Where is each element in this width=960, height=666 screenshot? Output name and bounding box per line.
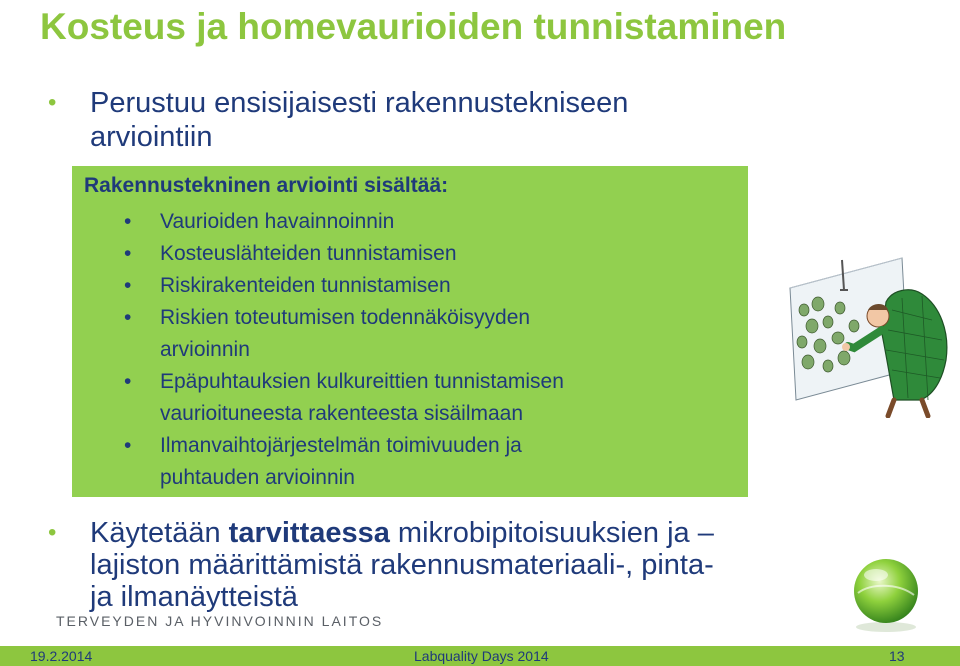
usage-bullet xyxy=(48,517,848,613)
assessment-list xyxy=(124,206,724,494)
list-item xyxy=(124,366,724,430)
assessment-box xyxy=(72,166,748,497)
bullet-dot: • xyxy=(48,89,57,116)
intro-line-1: Perustuu ensisijaisesti rakennustekniseen xyxy=(90,87,629,119)
list-item-text: arvioinnin xyxy=(160,338,250,361)
list-item-text: Riskien toteutumisen todennäköisyyden xyxy=(160,306,531,329)
list-item-text: Epäpuhtauksien kulkureittien tunnistamisen xyxy=(160,370,564,393)
intro-line-2: arviointiin xyxy=(90,121,213,153)
bullet-dot: • xyxy=(124,434,132,457)
list-item-text: puhtauden arvioinnin xyxy=(160,466,355,489)
list-item xyxy=(124,302,724,366)
list-item-text: Vaurioiden havainnoinnin xyxy=(160,210,395,233)
list-item xyxy=(124,206,724,238)
list-item-text: vaurioituneesta rakenteesta sisäilmaan xyxy=(160,402,524,425)
usage-prefix: Käytetään xyxy=(90,517,229,549)
bullet-dot: • xyxy=(124,306,132,329)
bullet-dot: • xyxy=(124,274,132,297)
slide-title: Kosteus ja homevaurioiden tunnistaminen xyxy=(40,6,787,47)
list-item-text: Kosteuslähteiden tunnistamisen xyxy=(160,242,457,265)
footer-date: 19.2.2014 xyxy=(30,648,93,664)
list-item xyxy=(124,430,724,494)
usage-emphasis: tarvittaessa xyxy=(228,517,390,549)
list-item-text: Ilmanvaihtojärjestelmän toimivuuden ja xyxy=(160,434,522,457)
list-item xyxy=(124,270,724,302)
bullet-dot: • xyxy=(124,210,132,233)
bullet-dot: • xyxy=(124,242,132,265)
usage-line-2: lajiston määrittämistä rakennusmateriaali-, pinta- xyxy=(90,549,714,581)
green-globe-logo xyxy=(838,553,934,633)
usage-line-1-rest: mikrobipitoisuuksien ja – xyxy=(389,517,714,549)
footer-bar xyxy=(0,646,960,666)
organization-name: TERVEYDEN JA HYVINVOINNIN LAITOS xyxy=(56,613,384,629)
usage-line-3: ja ilmanäytteistä xyxy=(90,581,298,613)
assessment-heading: Rakennustekninen arviointi sisältää: xyxy=(84,174,449,197)
man-inspecting-wall-illustration xyxy=(782,250,954,418)
list-item xyxy=(124,238,724,270)
footer-event: Labquality Days 2014 xyxy=(414,648,549,664)
footer-page-number: 13 xyxy=(889,648,905,664)
bullet-dot: • xyxy=(124,370,132,393)
bullet-dot: • xyxy=(48,519,57,546)
intro-bullet xyxy=(48,86,748,154)
list-item-text: Riskirakenteiden tunnistamisen xyxy=(160,274,451,297)
usage-line-1 xyxy=(90,517,848,549)
